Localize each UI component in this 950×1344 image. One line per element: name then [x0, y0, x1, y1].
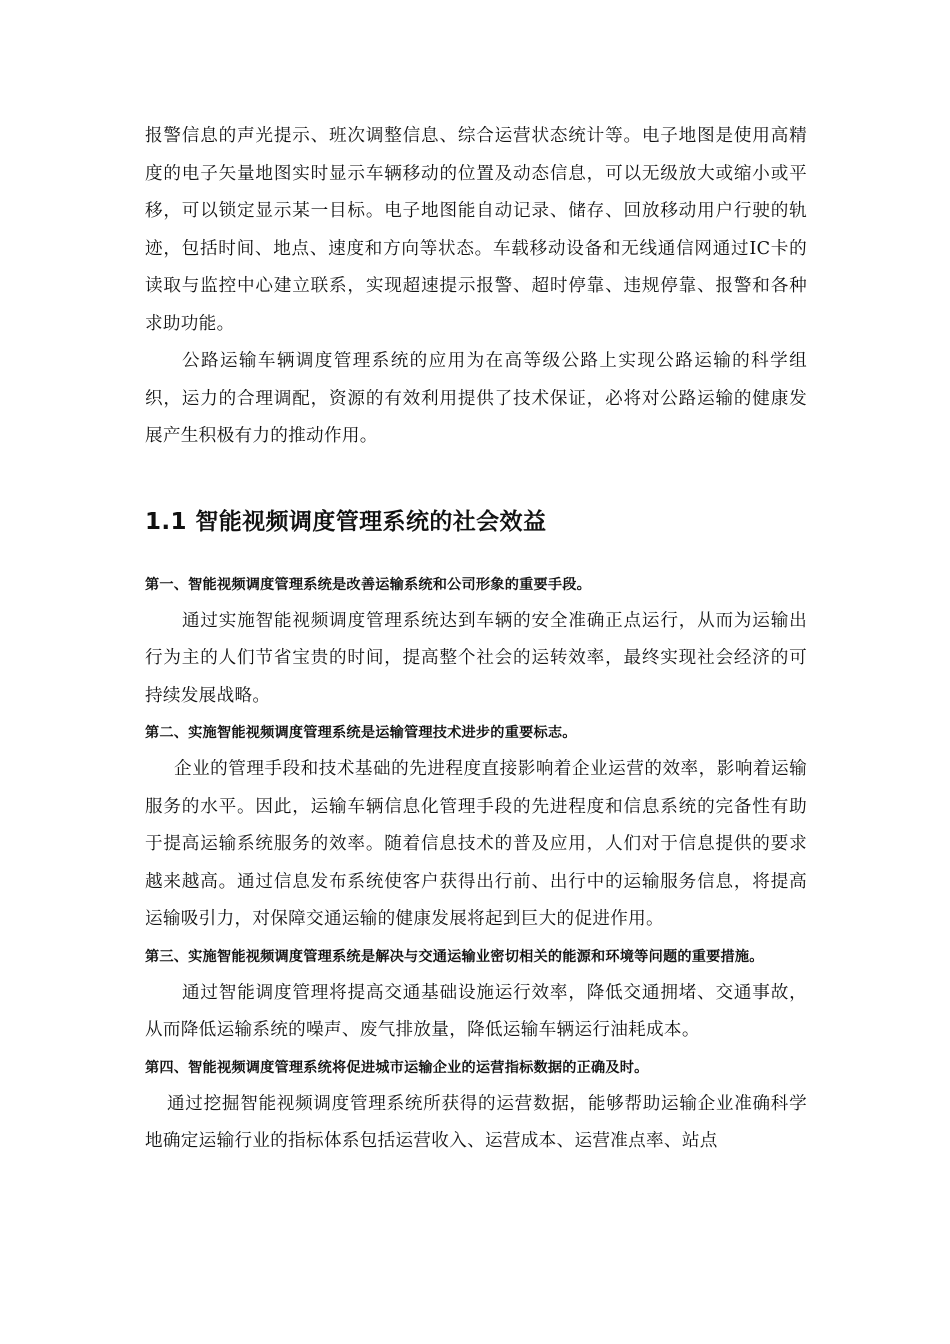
intro-paragraph-2: 公路运输车辆调度管理系统的应用为在高等级公路上实现公路运输的科学组织，运力的合理调配，资源的有效利用提供了技术保证，必将对公路运输的健康发展产生积极有力的推动作用。 — [145, 351, 807, 446]
point-4-heading: 第四、智能视频调度管理系统将促进城市运输企业的运营指标数据的正确及时。 — [145, 1059, 649, 1076]
point-3-body: 通过智能调度管理将提高交通基础设施运行效率，降低交通拥堵、交通事故，从而降低运输系统的噪声、废气排放量，降低运输车辆运行油耗成本。 — [145, 982, 807, 1040]
section-title: 1.1 智能视频调度管理系统的社会效益 — [145, 508, 547, 535]
point-2-body: 企业的管理手段和技术基础的先进程度直接影响着企业运营的效率，影响着运输服务的水平。因此，运输车辆信息化管理手段的先进程度和信息系统的完备性有助于提高运输系统服务的效率。随着信息技术的普及应用，人们对于信息提供的要求越来越高。通过信息发布系统使客户获得出行前、出行中的运输服务信息，将提高运输吸引力，对保障交通运输的健康发展将起到巨大的促进作用。 — [145, 759, 807, 929]
point-2-heading: 第二、实施智能视频调度管理系统是运输管理技术进步的重要标志。 — [145, 725, 577, 741]
point-1-heading: 第一、智能视频调度管理系统是改善运输系统和公司形象的重要手段。 — [145, 576, 592, 593]
intro-paragraph-1: 报警信息的声光提示、班次调整信息、综合运营状态统计等。电子地图是使用高精度的电子矢量地图实时显示车辆移动的位置及动态信息，可以无级放大或缩小或平移，可以锁定显示某一目标。电子地图能自动记录、储存、回放移动用户行驶的轨迹，包括时间、地点、速度和方向等状态。车载移动设备和无线通信网通过IC卡的读取与监控中心建立联系，实现超速提示报警、超时停靠、违规停靠、报警和各种求助功能。 — [145, 126, 807, 334]
point-1-body: 通过实施智能视频调度管理系统达到车辆的安全准确正点运行，从而为运输出行为主的人们节省宝贵的时间，提高整个社会的运转效率，最终实现社会经济的可持续发展战略。 — [145, 610, 807, 706]
point-3-heading: 第三、实施智能视频调度管理系统是解决与交通运输业密切相关的能源和环境等问题的重要措施。 — [145, 948, 764, 965]
document-body — [145, 118, 807, 1161]
point-4-body: 通过挖掘智能视频调度管理系统所获得的运营数据，能够帮助运输企业准确科学地确定运输行业的指标体系包括运营收入、运营成本、运营准点率、站点 — [145, 1093, 807, 1151]
